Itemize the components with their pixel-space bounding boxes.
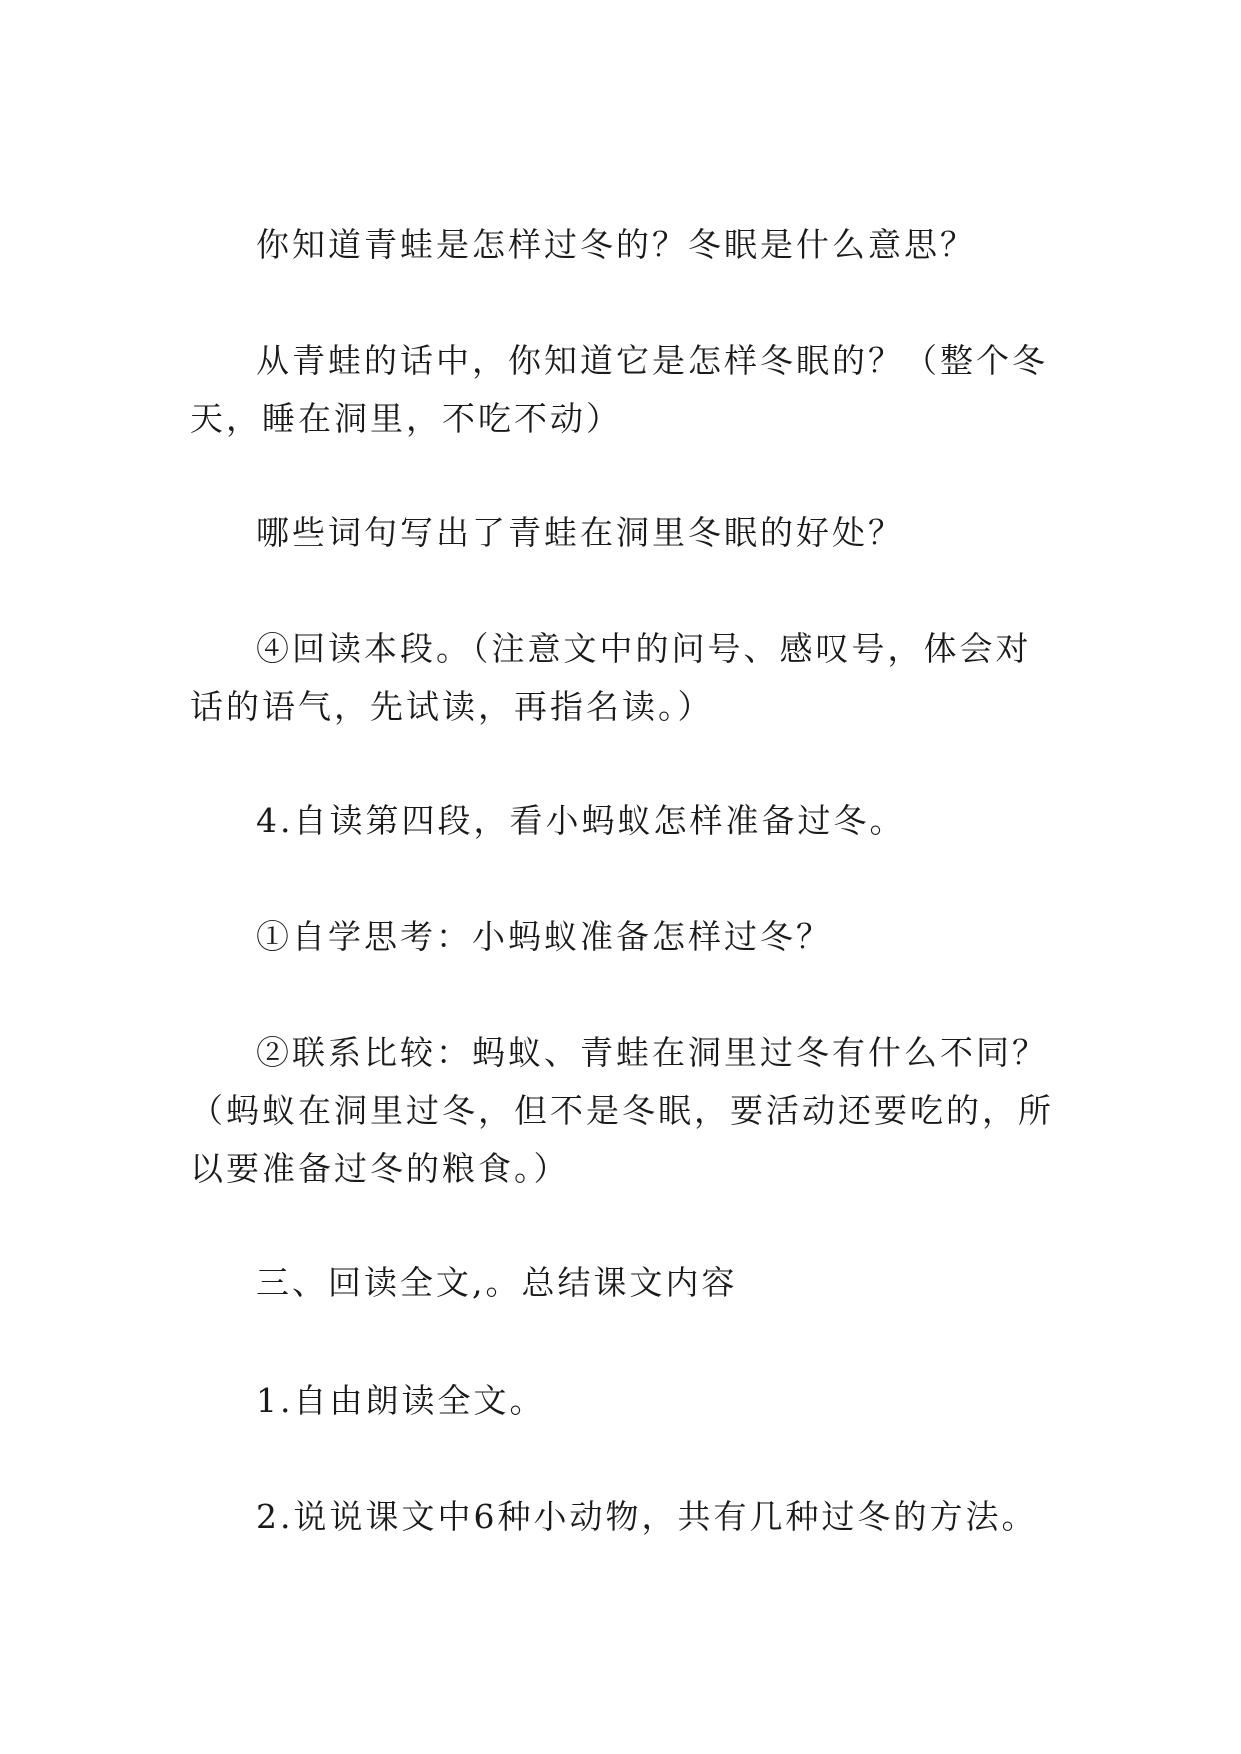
paragraph-frog-hibernation: 从青蛙的话中，你知道它是怎样冬眠的？（整个冬天，睡在洞里，不吃不动） [190,341,1048,438]
paragraph-reread-section: ④回读本段。（注意文中的问号、感叹号，体会对话的语气，先试读，再指名读。） [190,629,1032,726]
paragraph-winter-methods: 2.说说课文中6种小动物，共有几种过冬的方法。 [256,1497,1038,1536]
paragraph-question-frog-winter: 你知道青蛙是怎样过冬的？冬眠是什么意思？ [256,225,976,264]
paragraph-self-study-ant: ①自学思考：小蚂蚁准备怎样过冬？ [256,917,832,956]
paragraph-read-fourth-section: 4.自读第四段，看小蚂蚁怎样准备过冬。 [256,801,906,840]
paragraph-read-aloud: 1.自由朗读全文。 [256,1381,546,1420]
paragraph-compare-ant-frog: ②联系比较：蚂蚁、青蛙在洞里过冬有什么不同？（蚂蚁在洞里过冬，但不是冬眠，要活动还要吃的，所以要准备过冬的粮食。） [190,1033,1054,1188]
paragraph-hibernation-benefits: 哪些词句写出了青蛙在洞里冬眠的好处？ [256,513,904,552]
section-heading-summary: 三、回读全文,。总结课文内容 [256,1263,738,1302]
